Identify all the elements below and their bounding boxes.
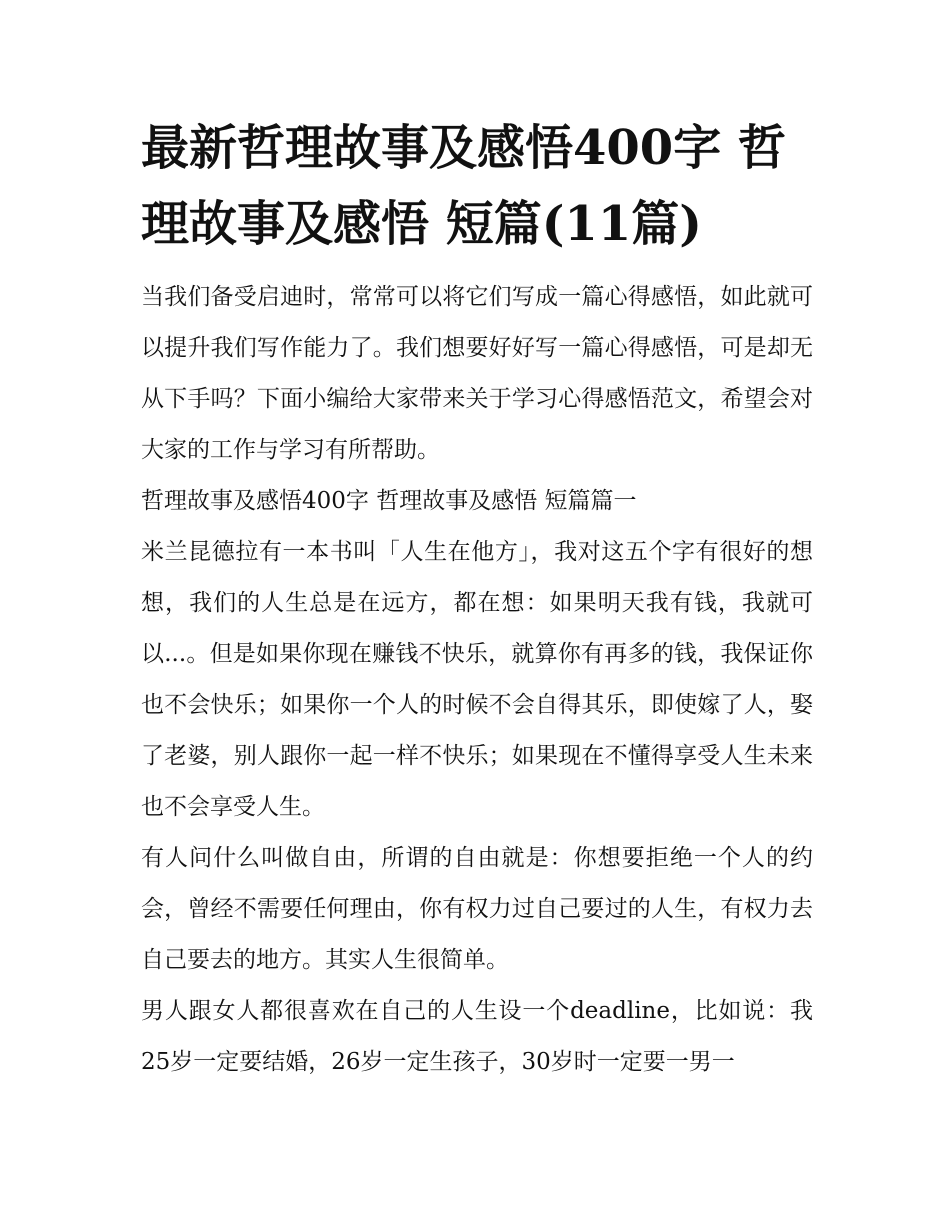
document-title: 最新哲理故事及感悟400字 哲理故事及感悟 短篇(11篇) bbox=[141, 120, 786, 252]
body-paragraph-1: 米兰昆德拉有一本书叫「人生在他方」，我对这五个字有很好的想想，我们的人生总是在远方，都在想：如果明天我有钱，我就可以...。但是如果你现在赚钱不快乐，就算你有再多的钱，我保证你也不会快乐；如果你一个人的时候不会自得其乐，即使嫁了人，娶了老婆，别人跟你一起一样不快乐；如果现在不懂得享受人生未来也不会享受人生。 bbox=[141, 539, 813, 820]
body-paragraph-2: 有人问什么叫做自由，所谓的自由就是：你想要拒绝一个人的约会，曾经不需要任何理由，你有权力过自己要过的人生，有权力去自己要去的地方。其实人生很简单。 bbox=[141, 845, 813, 973]
title-block bbox=[141, 110, 813, 262]
intro-paragraph: 当我们备受启迪时，常常可以将它们写成一篇心得感悟，如此就可以提升我们写作能力了。我们想要好好写一篇心得感悟，可是却无从下手吗？下面小编给大家带来关于学习心得感悟范文，希望会对大家的工作与学习有所帮助。 bbox=[141, 284, 813, 463]
body-paragraph-3: 男人跟女人都很喜欢在自己的人生设一个deadline，比如说：我25岁一定要结婚，26岁一定生孩子，30岁时一定要一男一 bbox=[141, 998, 813, 1075]
document-page bbox=[141, 110, 813, 1088]
section-heading: 哲理故事及感悟400字 哲理故事及感悟 短篇篇一 bbox=[141, 488, 637, 514]
